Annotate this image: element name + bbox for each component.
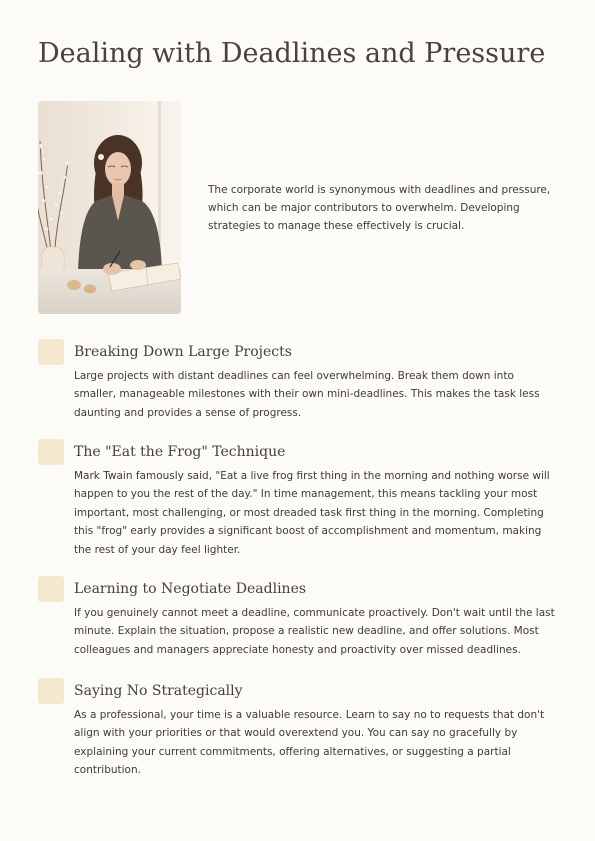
section-heading: Breaking Down Large Projects [74, 344, 292, 360]
section-body: As a professional, your time is a valuable resource. Learn to say no to requests that don't align with your priorities or that would overextend you. You can say no gracefully by explaining your current commitments, offering alternatives, or suggesting a partial contribution. [74, 709, 545, 777]
photo-woman-writing-icon [38, 101, 181, 314]
page-title: Dealing with Deadlines and Pressure [38, 38, 546, 69]
section-marker-square [38, 576, 64, 602]
hero-photo [38, 101, 181, 314]
section-heading: Learning to Negotiate Deadlines [74, 581, 307, 597]
section-marker-square [38, 439, 64, 465]
section-heading: Saying No Strategically [74, 683, 243, 699]
intro-paragraph: The corporate world is synonymous with deadlines and pressure, which can be major contributors to overwhelm. Developing strategies to manage these effectively is crucial. [208, 184, 551, 232]
section-marker-square [38, 678, 64, 704]
section-body: If you genuinely cannot meet a deadline, communicate proactively. Don't wait until the last minute. Explain the situation, propose a realistic new deadline, and offer solutions. Most colleagues and managers appreciate honesty and proactivity over missed deadlines. [74, 607, 555, 656]
section-marker-square [38, 339, 64, 365]
section-heading: The "Eat the Frog" Technique [74, 444, 286, 460]
section-body: Large projects with distant deadlines can feel overwhelming. Break them down into smaller, manageable milestones with their own mini-deadlines. This makes the task less daunting and provides a sense of progress. [74, 370, 540, 419]
section-body: Mark Twain famously said, "Eat a live frog first thing in the morning and nothing worse will happen to you the rest of the day." In time management, this means tackling your most important, most challenging, or most dreaded task first thing in the morning. Completing this "frog" early provides a significant boost of accomplishment and momentum, making the rest of your day feel lighter. [74, 470, 550, 556]
